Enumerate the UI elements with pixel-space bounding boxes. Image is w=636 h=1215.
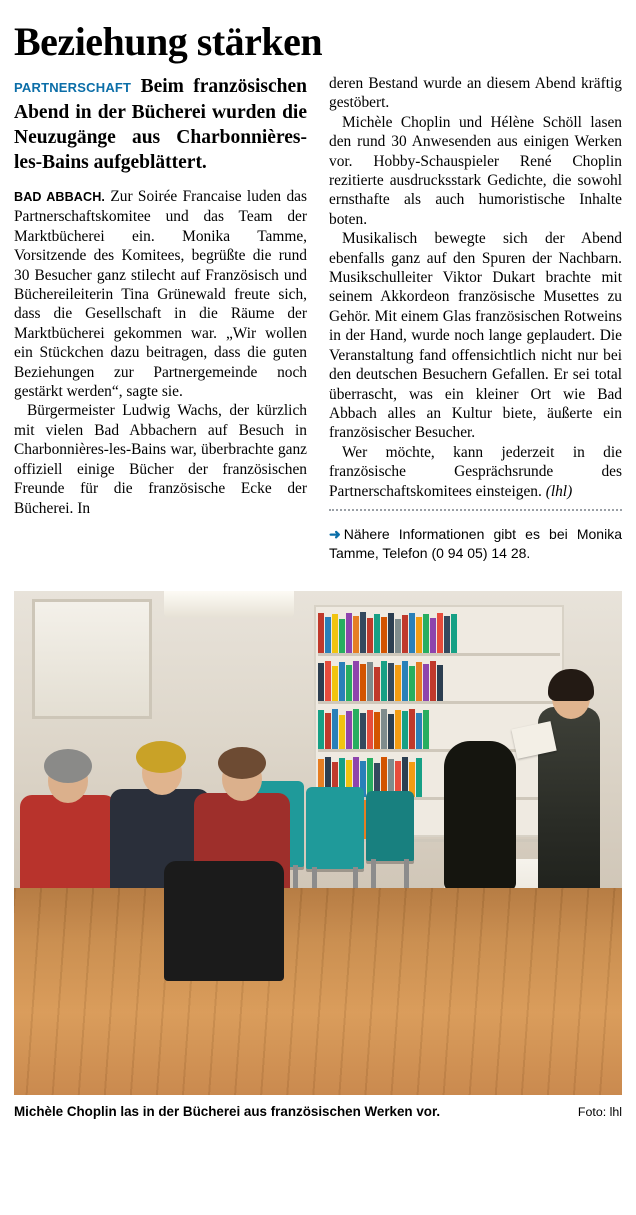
article-columns (14, 74, 622, 577)
chair-teal-3 (366, 791, 414, 861)
lead-paragraph (14, 74, 307, 175)
audience-person-8 (164, 841, 294, 981)
arrow-icon: ➜ (329, 525, 341, 542)
body-paragraph-6 (329, 443, 622, 501)
article-photo (14, 591, 622, 1095)
photo-credit: Foto: lhl (577, 1104, 622, 1119)
floor (14, 888, 622, 1095)
photo-caption-bar (14, 1104, 622, 1119)
right-column (329, 74, 622, 577)
body-paragraph-1 (14, 187, 307, 401)
chair-teal-2 (306, 787, 364, 869)
body-paragraph-2: Bürgermeister Ludwig Wachs, der kürzlich mit vielen Bad Abbachern auf Besuch in Charbonnières-les-Bains war, überbrachte ganz offiziell einige Bücher der französischen Freunde für die französische Ecke der Bücherei. In (14, 402, 307, 517)
author-credit: (lhl) (545, 482, 573, 500)
info-box (329, 525, 622, 563)
dateline: BAD ABBACH. (14, 190, 105, 204)
left-column (14, 74, 307, 518)
ceiling-light (164, 591, 294, 617)
kicker-label: PARTNERSCHAFT (14, 80, 132, 95)
body-paragraph-4: Michèle Choplin und Hélène Schöll lasen den rund 30 Anwesenden aus einigen Werken vor. Hobby-Schauspieler René Choplin rezitierte ausdrucksstark Gedichte, die sowohl ernsthafte als auch humoristische Inhalte boten. (329, 113, 622, 228)
divider (329, 509, 622, 511)
person-standing-dark (444, 741, 516, 891)
info-text: Nähere Informationen gibt es bei Monika Tamme, Telefon (0 94 05) 14 28. (329, 525, 622, 561)
photo-caption: Michèle Choplin las in der Bücherei aus französischen Werken vor. (14, 1103, 441, 1119)
body-paragraph-6-text: Wer möchte, kann jederzeit in die französische Gesprächsrunde des Partnerschaftskomitees einsteigen. (329, 443, 622, 500)
photo-scene (14, 591, 622, 1095)
body-paragraph-3: deren Bestand wurde an diesem Abend kräftig gestöbert. (329, 75, 622, 112)
body-paragraph-5: Musikalisch bewegte sich der Abend ebenfalls ganz auf den Spuren der Nachbarn. Musikschulleiter Viktor Dukart brachte mit seinem Akkordeon französische Musettes zu Gehör. Mit einem Glas französischen Rotweins in der Hand, wurde noch lange geplaudert. Die Veranstaltung fand offensichtlich nicht nur bei den deutschen Besuchern Gefallen. Er sei total überrascht, was ein kleiner Ort wie Bad Abbach alles an Kultur biete, äußerte ein französischer Besucher. (329, 230, 622, 442)
window (32, 599, 152, 719)
lead-text: Beim französischen Abend in der Bücherei wurden die Neuzugänge aus Charbonnières-les-Bains aufgeblättert. (14, 76, 307, 173)
page-title: Beziehung stärken (14, 19, 323, 64)
body-paragraph-1-text: Zur Soirée Francaise luden das Partnerschaftskomitee und das Team der Marktbücherei ein. Monika Tamme, Vorsitzende des Komitees, begrüßte die rund 30 Besucher ganz stilecht auf Französisch und Büchereileiterin Tina Grünewald freute sich, dass die Gesellschaft in die Räume der Marktbücherei gekommen war. „Wir wollen ein Stückchen dazu beitragen, dass die guten Beziehungen zur Partnergemeinde noch gestärkt werden“, sagte sie. (14, 188, 307, 401)
